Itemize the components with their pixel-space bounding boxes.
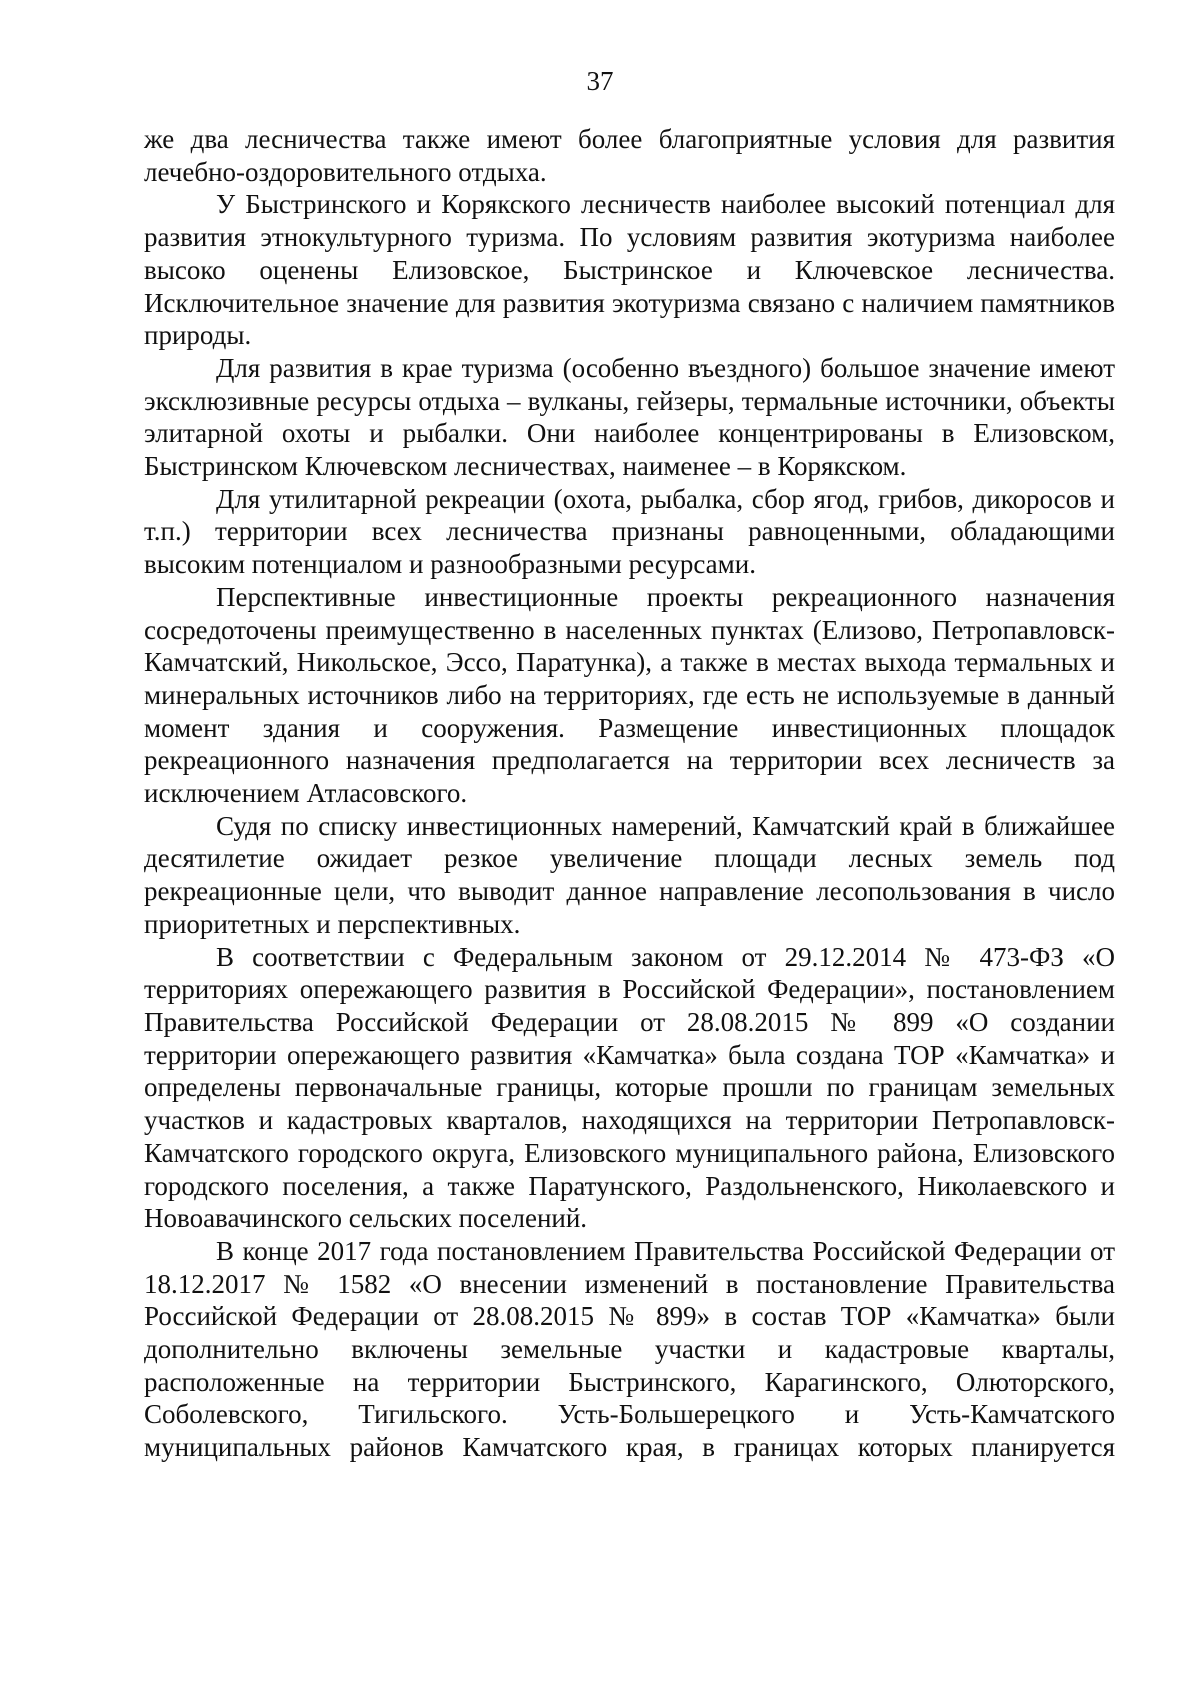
page-number: 37 [586,66,614,96]
paragraph-8: В конце 2017 года постановлением Правительства Российской Федерации от 18.12.2017 № 1582 «О внесении изменений в постановление Правительства Российской Федерации от 28.08.2015 № 899» в состав ТОР «Камчатка» были дополнительно включены земельные участки и кадастровые кварталы, расположенные на территории Быстринского, Карагинского, Олюторского, Соболевского, Тигильского. Усть-Большерецкого и Усть-Камчатского муниципальных районов Камчатского края, в границах которых планируется [144,1235,1115,1463]
document-body [144,123,1115,1464]
paragraph-1: же два лесничества также имеют более благоприятные условия для развития лечебно-оздоровительного отдыха. [144,124,1115,187]
paragraph-3: Для развития в крае туризма (особенно въездного) большое значение имеют эксклюзивные ресурсы отдыха – вулканы, гейзеры, термальные источники, объекты элитарной охоты и рыбалки. Они наиболее концентрированы в Елизовском, Быстринском Ключевском лесничествах, наименее – в Корякском. [144,352,1115,482]
paragraph-6: Судя по списку инвестиционных намерений, Камчатский край в ближайшее десятилетие ожидает резкое увеличение площади лесных земель под рекреационные цели, что выводит данное направление лесопользования в число приоритетных и перспективных. [144,810,1115,939]
paragraph-2: У Быстринского и Корякского лесничеств наиболее высокий потенциал для развития этнокультурного туризма. По условиям развития экотуризма наиболее высоко оценены Елизовское, Быстринское и Ключевское лесничества. Исключительное значение для развития экотуризма связано с наличием памятников природы. [144,189,1115,351]
paragraph-7: В соответствии с Федеральным законом от 29.12.2014 № 473-ФЗ «О территориях опережающего развития в Российской Федерации», постановлением Правительства Российской Федерации от 28.08.2015 № 899 «О создании территории опережающего развития «Камчатка» была создана ТОР «Камчатка» и определены первоначальные границы, которые прошли по границам земельных участков и кадастровых кварталов, находящихся на территории Петропавловск-Камчатского городского округа, Елизовского муниципального района, Елизовского городского поселения, а также Паратунского, Раздольненского, Николаевского и Новоавачинского сельских поселений. [144,941,1115,1234]
paragraph-5: Перспективные инвестиционные проекты рекреационного назначения сосредоточены преимущественно в населенных пунктах (Елизово, Петропавловск-Камчатский, Никольское, Эссо, Паратунка), а также в местах выхода термальных и минеральных источников либо на территориях, где есть не используемые в данный момент здания и сооружения. Размещение инвестиционных площадок рекреационного назначения предполагается на территории всех лесничеств за исключением Атласовского. [144,581,1115,809]
paragraph-4: Для утилитарной рекреации (охота, рыбалка, сбор ягод, грибов, дикоросов и т.п.) территории всех лесничества признаны равноценными, обладающими высоким потенциалом и разнообразными ресурсами. [144,483,1115,580]
